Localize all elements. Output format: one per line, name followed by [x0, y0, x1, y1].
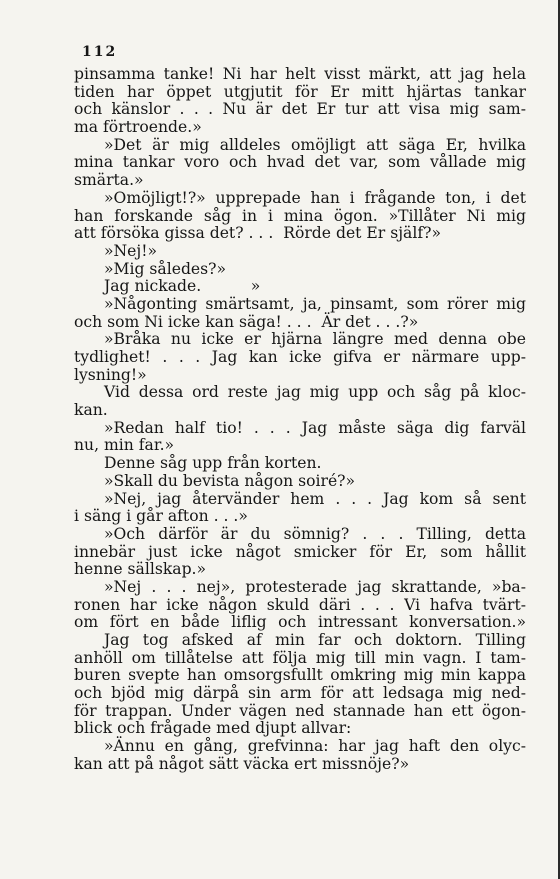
- text-line: blick och frågade med djupt allvar:: [74, 719, 352, 738]
- text-line: anhöll om tillåtelse att följa mig till min vagn. I tam-: [74, 648, 526, 667]
- text-line: och som Ni icke kan säga! . . . Är det . . .?»: [74, 312, 419, 331]
- text-line: »Nej, jag återvänder hem . . . Jag kom så sent: [104, 489, 526, 508]
- text-line: lysning!»: [74, 365, 147, 384]
- text-line: »Mig således?»: [104, 259, 227, 278]
- text-line: »Nej . . . nej», protesterade jag skrattande, »ba-: [104, 577, 526, 596]
- text-line: »Bråka nu icke er hjärna längre med denna obe: [104, 330, 526, 349]
- text-line: mina tankar voro och hvad det var, som vållade mig: [74, 153, 526, 172]
- text-line: »Redan half tio! . . . Jag måste säga dig farväl: [104, 418, 526, 437]
- text-line: smärta.»: [74, 171, 144, 190]
- text-line: i säng i går afton . . .»: [74, 507, 248, 526]
- text-line: »Skall du bevista någon soiré?»: [104, 471, 356, 490]
- text-line: Denne såg upp från korten.: [104, 454, 322, 473]
- text-line: ronen har icke någon skuld däri . . . Vi hafva tvärt-: [74, 595, 526, 614]
- text-line: Jag tog afsked af min far och doktorn. Tilling: [104, 631, 526, 649]
- text-line: tiden har öppet utgjutit för Er mitt hjärtas tankar: [74, 82, 526, 101]
- text-line: om fört en både liflig och intressant konversation.»: [74, 613, 526, 632]
- text-line: ma förtroende.»: [74, 118, 202, 137]
- text-line: kan.: [74, 401, 108, 420]
- text-line: »Någonting smärtsamt, ja, pinsamt, som rörer mig: [104, 294, 526, 313]
- text-line: kan att på något sätt väcka ert missnöje?»: [74, 754, 410, 773]
- text-line: »Det är mig alldeles omöjligt att säga Er, hvilka: [104, 135, 526, 154]
- text-line: Jag nickade. »: [104, 277, 261, 296]
- text-line: »Och därför är du sömnig? . . . Tilling, detta: [104, 524, 526, 543]
- text-line: »Omöjligt!?» upprepade han i frågande ton, i det: [104, 188, 526, 207]
- text-line: han forskande såg in i mina ögon. »Tillåter Ni mig: [74, 206, 526, 225]
- text-line: och bjöd mig därpå sin arm för att ledsaga mig ned-: [74, 684, 526, 703]
- body-text: [74, 66, 526, 774]
- text-line: att försöka gissa det? . . . Rörde det Er själf?»: [74, 224, 441, 243]
- text-line: nu, min far.»: [74, 436, 175, 455]
- text-line: »Ännu en gång, grefvinna: har jag haft den olyc-: [104, 737, 526, 756]
- text-line: »Nej!»: [104, 241, 158, 260]
- page-number: 112: [82, 44, 118, 60]
- text-line: Vid dessa ord reste jag mig upp och såg på kloc-: [104, 383, 526, 402]
- text-line: för trappan. Under vägen ned stannade han ett ögon-: [74, 701, 526, 720]
- text-line: tydlighet! . . . Jag kan icke gifva er närmare upp-: [74, 348, 526, 366]
- text-line: buren svepte han omsorgsfullt omkring mig min kappa: [74, 666, 526, 685]
- text-line: innebär just icke något smicker för Er, som hållit: [74, 542, 526, 561]
- text-line: henne sällskap.»: [74, 560, 207, 579]
- text-line: och känslor . . . Nu är det Er tur att visa mig sam-: [74, 100, 526, 119]
- text-line: pinsamma tanke! Ni har helt visst märkt, att jag hela: [74, 65, 526, 83]
